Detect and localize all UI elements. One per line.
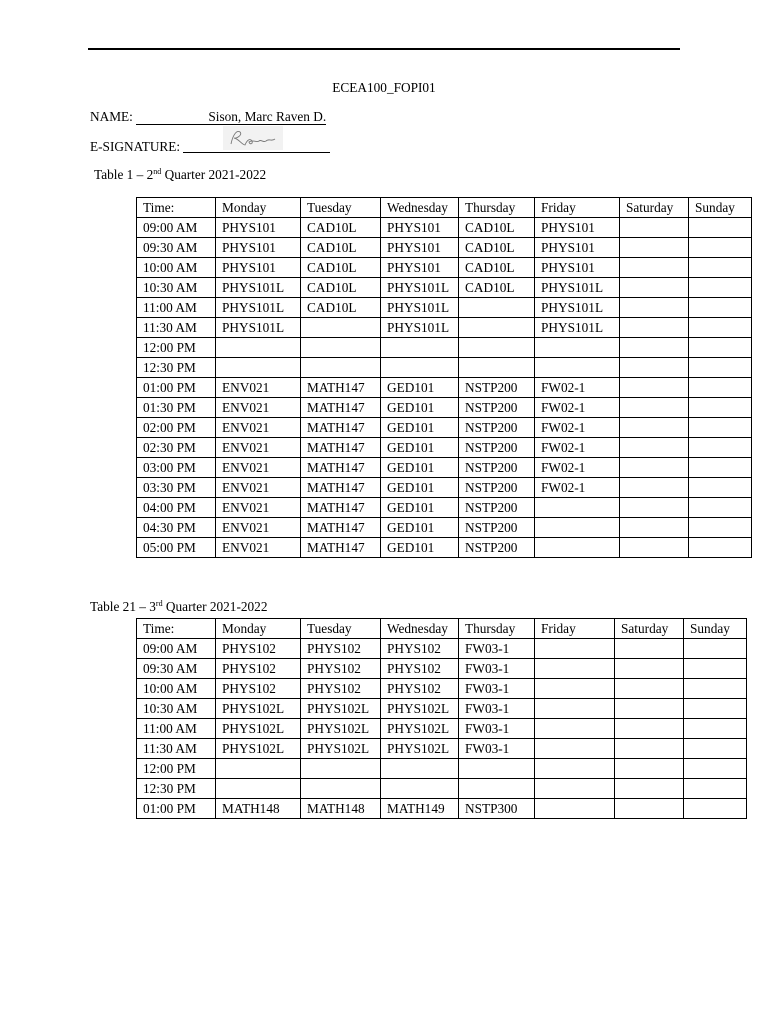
table-cell: PHYS102 <box>216 659 301 679</box>
table-cell: PHYS101 <box>381 258 459 278</box>
table-cell: PHYS102L <box>381 719 459 739</box>
table-cell <box>620 218 689 238</box>
table-cell: CAD10L <box>301 218 381 238</box>
table-row <box>137 639 747 659</box>
table-cell: NSTP200 <box>459 438 535 458</box>
table-cell <box>689 358 752 378</box>
table-cell: FW03-1 <box>459 679 535 699</box>
table-cell <box>689 498 752 518</box>
table-cell <box>216 338 301 358</box>
table-cell <box>301 779 381 799</box>
table-cell: PHYS102 <box>216 639 301 659</box>
table-cell <box>620 518 689 538</box>
table-cell <box>620 238 689 258</box>
table-cell: FW03-1 <box>459 639 535 659</box>
table-cell: PHYS101 <box>535 218 620 238</box>
column-header: Friday <box>535 198 620 218</box>
table-cell: GED101 <box>381 478 459 498</box>
table-row <box>137 779 747 799</box>
table-cell: PHYS102L <box>216 699 301 719</box>
table-cell <box>535 779 615 799</box>
table-row <box>137 338 752 358</box>
table-cell: NSTP200 <box>459 538 535 558</box>
table-cell <box>381 338 459 358</box>
table-cell <box>381 358 459 378</box>
table-cell: FW03-1 <box>459 719 535 739</box>
table-row <box>137 298 752 318</box>
table-cell <box>620 538 689 558</box>
table-cell <box>689 338 752 358</box>
time-cell: 09:30 AM <box>137 659 216 679</box>
time-cell: 01:30 PM <box>137 398 216 418</box>
table-cell <box>535 538 620 558</box>
table-cell: GED101 <box>381 538 459 558</box>
table-cell: PHYS101L <box>535 318 620 338</box>
table-cell <box>535 719 615 739</box>
table-cell: FW03-1 <box>459 659 535 679</box>
table-cell <box>684 719 747 739</box>
table-row <box>137 378 752 398</box>
column-header: Sunday <box>689 198 752 218</box>
column-header: Friday <box>535 619 615 639</box>
time-cell: 05:00 PM <box>137 538 216 558</box>
table-cell <box>689 538 752 558</box>
time-cell: 04:00 PM <box>137 498 216 518</box>
table-cell: NSTP200 <box>459 518 535 538</box>
table-cell <box>684 659 747 679</box>
table-row <box>137 398 752 418</box>
column-header: Wednesday <box>381 198 459 218</box>
table-cell: MATH148 <box>216 799 301 819</box>
table-cell: PHYS101L <box>381 318 459 338</box>
table-cell <box>689 458 752 478</box>
name-value: Sison, Marc Raven D. <box>136 109 326 125</box>
table-cell <box>381 779 459 799</box>
table-row <box>137 238 752 258</box>
table-cell: MATH147 <box>301 478 381 498</box>
header-row <box>137 619 747 639</box>
time-cell: 10:00 AM <box>137 258 216 278</box>
name-label: NAME: <box>90 109 133 124</box>
table-cell <box>620 298 689 318</box>
column-header: Tuesday <box>301 619 381 639</box>
table-cell <box>535 659 615 679</box>
time-cell: 09:30 AM <box>137 238 216 258</box>
table-cell: CAD10L <box>301 238 381 258</box>
table-cell: PHYS102 <box>381 639 459 659</box>
table-cell <box>689 218 752 238</box>
column-header: Sunday <box>684 619 747 639</box>
table-cell: NSTP200 <box>459 378 535 398</box>
table-cell: FW02-1 <box>535 458 620 478</box>
time-cell: 09:00 AM <box>137 218 216 238</box>
table-cell <box>535 799 615 819</box>
table-cell: CAD10L <box>459 218 535 238</box>
table-cell: PHYS102L <box>216 719 301 739</box>
signature-label: E-SIGNATURE: <box>90 139 181 154</box>
table-cell <box>216 759 301 779</box>
table-row <box>137 318 752 338</box>
table-cell: CAD10L <box>301 298 381 318</box>
column-header: Monday <box>216 619 301 639</box>
table-cell <box>381 759 459 779</box>
table-cell <box>684 679 747 699</box>
table-cell <box>620 378 689 398</box>
table-cell <box>684 639 747 659</box>
table-cell: PHYS102L <box>301 699 381 719</box>
table-cell <box>620 478 689 498</box>
table-cell <box>689 518 752 538</box>
time-cell: 12:00 PM <box>137 338 216 358</box>
time-cell: 01:00 PM <box>137 378 216 398</box>
table-cell <box>689 318 752 338</box>
table-cell: PHYS101 <box>381 238 459 258</box>
table-cell <box>620 398 689 418</box>
table-cell <box>535 518 620 538</box>
signature-field <box>183 138 330 153</box>
table-row <box>137 498 752 518</box>
table-row <box>137 478 752 498</box>
table-cell <box>216 358 301 378</box>
table-cell: GED101 <box>381 518 459 538</box>
table-cell <box>301 338 381 358</box>
table-cell <box>535 358 620 378</box>
time-cell: 09:00 AM <box>137 639 216 659</box>
table-row <box>137 659 747 679</box>
table-cell: ENV021 <box>216 498 301 518</box>
table-cell <box>620 358 689 378</box>
table-cell <box>689 298 752 318</box>
column-header: Time: <box>137 619 216 639</box>
table-cell <box>620 458 689 478</box>
column-header: Thursday <box>459 619 535 639</box>
column-header: Tuesday <box>301 198 381 218</box>
name-line <box>90 109 326 125</box>
table-cell <box>620 338 689 358</box>
table-cell <box>459 358 535 378</box>
table-cell: NSTP200 <box>459 418 535 438</box>
table-cell <box>535 759 615 779</box>
table-cell: MATH147 <box>301 538 381 558</box>
table-row <box>137 699 747 719</box>
table-row <box>137 759 747 779</box>
table-cell: NSTP300 <box>459 799 535 819</box>
time-cell: 10:30 AM <box>137 278 216 298</box>
table-row <box>137 278 752 298</box>
time-cell: 03:00 PM <box>137 458 216 478</box>
table-cell <box>535 639 615 659</box>
table-cell <box>615 639 684 659</box>
column-header: Monday <box>216 198 301 218</box>
signature-line <box>90 138 330 155</box>
table-cell <box>615 679 684 699</box>
table-cell: ENV021 <box>216 518 301 538</box>
table-cell <box>216 779 301 799</box>
table-cell <box>535 679 615 699</box>
schedule-table-3rd-quarter <box>136 618 747 819</box>
time-cell: 03:30 PM <box>137 478 216 498</box>
time-cell: 12:30 PM <box>137 779 216 799</box>
table-cell: PHYS101 <box>535 258 620 278</box>
table-cell <box>689 418 752 438</box>
time-cell: 11:30 AM <box>137 318 216 338</box>
table-cell: PHYS102L <box>381 739 459 759</box>
table-row <box>137 358 752 378</box>
table-cell: MATH148 <box>301 799 381 819</box>
table-cell: CAD10L <box>301 258 381 278</box>
signature-image <box>223 126 283 150</box>
table-cell: NSTP200 <box>459 478 535 498</box>
table-cell: NSTP200 <box>459 398 535 418</box>
table-cell <box>459 759 535 779</box>
table-cell <box>301 759 381 779</box>
schedule-table-2nd-quarter <box>136 197 752 558</box>
table-cell: PHYS101 <box>216 238 301 258</box>
table-cell: CAD10L <box>301 278 381 298</box>
table-cell: MATH147 <box>301 498 381 518</box>
table-cell <box>620 258 689 278</box>
table-cell: CAD10L <box>459 258 535 278</box>
column-header: Saturday <box>620 198 689 218</box>
table-cell: MATH147 <box>301 398 381 418</box>
time-cell: 10:00 AM <box>137 679 216 699</box>
table-cell <box>620 438 689 458</box>
table2-caption: Table 21 – 3rd Quarter 2021-2022 <box>90 599 268 614</box>
table-cell <box>615 779 684 799</box>
table-row <box>137 438 752 458</box>
table-row <box>137 218 752 238</box>
table-cell: GED101 <box>381 458 459 478</box>
table-cell: PHYS102L <box>381 699 459 719</box>
table-cell <box>301 318 381 338</box>
table-row <box>137 538 752 558</box>
table-cell: MATH147 <box>301 518 381 538</box>
table-row <box>137 719 747 739</box>
time-cell: 04:30 PM <box>137 518 216 538</box>
table-cell: PHYS101L <box>216 298 301 318</box>
table-cell: PHYS101 <box>216 258 301 278</box>
table-cell <box>684 759 747 779</box>
table-cell: MATH147 <box>301 378 381 398</box>
table-cell: PHYS102 <box>381 679 459 699</box>
column-header: Saturday <box>615 619 684 639</box>
column-header: Time: <box>137 198 216 218</box>
table-cell: NSTP200 <box>459 458 535 478</box>
table-cell: GED101 <box>381 498 459 518</box>
time-cell: 11:00 AM <box>137 719 216 739</box>
table-cell <box>689 438 752 458</box>
table-cell: PHYS101 <box>216 218 301 238</box>
table-cell: PHYS101L <box>216 278 301 298</box>
time-cell: 01:00 PM <box>137 799 216 819</box>
header-row <box>137 198 752 218</box>
table-cell <box>684 739 747 759</box>
table-cell <box>459 338 535 358</box>
table-row <box>137 418 752 438</box>
table-cell <box>615 699 684 719</box>
table-row <box>137 258 752 278</box>
table-cell <box>615 659 684 679</box>
table-cell: NSTP200 <box>459 498 535 518</box>
time-cell: 02:30 PM <box>137 438 216 458</box>
table-cell: PHYS101L <box>535 278 620 298</box>
table-cell: ENV021 <box>216 478 301 498</box>
table-cell <box>620 318 689 338</box>
time-cell: 11:00 AM <box>137 298 216 318</box>
table-cell <box>615 739 684 759</box>
table-cell: GED101 <box>381 418 459 438</box>
document-code: ECEA100_FOPI01 <box>332 80 436 95</box>
table-cell: FW03-1 <box>459 739 535 759</box>
table-cell: GED101 <box>381 378 459 398</box>
table-cell: ENV021 <box>216 538 301 558</box>
table-cell: MATH147 <box>301 418 381 438</box>
table-cell <box>620 418 689 438</box>
time-cell: 11:30 AM <box>137 739 216 759</box>
table-cell: ENV021 <box>216 438 301 458</box>
table-cell: MATH149 <box>381 799 459 819</box>
table-cell: PHYS102L <box>301 739 381 759</box>
table-cell <box>615 719 684 739</box>
time-cell: 12:30 PM <box>137 358 216 378</box>
table-row <box>137 518 752 538</box>
table-cell <box>535 739 615 759</box>
table-cell <box>459 298 535 318</box>
table-cell: PHYS101L <box>381 298 459 318</box>
table-cell: ENV021 <box>216 418 301 438</box>
table-cell: PHYS102 <box>381 659 459 679</box>
table-cell <box>684 699 747 719</box>
table-cell <box>535 498 620 518</box>
table-cell <box>615 759 684 779</box>
table-cell: GED101 <box>381 438 459 458</box>
table-cell: ENV021 <box>216 398 301 418</box>
time-cell: 10:30 AM <box>137 699 216 719</box>
table-cell: ENV021 <box>216 458 301 478</box>
table-cell <box>684 779 747 799</box>
table-cell: FW02-1 <box>535 418 620 438</box>
table-cell: PHYS101L <box>381 278 459 298</box>
table-cell: GED101 <box>381 398 459 418</box>
table-cell <box>689 238 752 258</box>
table-cell: FW03-1 <box>459 699 535 719</box>
table-cell <box>689 378 752 398</box>
table-cell: PHYS101L <box>216 318 301 338</box>
column-header: Wednesday <box>381 619 459 639</box>
table-cell <box>535 699 615 719</box>
table-cell: PHYS102 <box>301 639 381 659</box>
table-row <box>137 799 747 819</box>
table-cell: MATH147 <box>301 438 381 458</box>
table-cell: PHYS102 <box>301 659 381 679</box>
column-header: Thursday <box>459 198 535 218</box>
table-row <box>137 458 752 478</box>
table-cell <box>301 358 381 378</box>
table-cell: FW02-1 <box>535 478 620 498</box>
table-cell <box>689 478 752 498</box>
table-cell: PHYS101 <box>535 238 620 258</box>
table-cell: PHYS102 <box>301 679 381 699</box>
table-cell <box>689 398 752 418</box>
table-cell <box>615 799 684 819</box>
table-cell: FW02-1 <box>535 438 620 458</box>
table-cell <box>689 278 752 298</box>
table-cell: PHYS102L <box>216 739 301 759</box>
table-cell: FW02-1 <box>535 378 620 398</box>
table-cell <box>620 278 689 298</box>
table1-caption: Table 1 – 2nd Quarter 2021-2022 <box>94 167 267 182</box>
table-cell: MATH147 <box>301 458 381 478</box>
table-cell <box>620 498 689 518</box>
table-cell: PHYS102 <box>216 679 301 699</box>
table-cell <box>535 338 620 358</box>
table-cell <box>459 318 535 338</box>
table-cell: ENV021 <box>216 378 301 398</box>
table-cell: PHYS102L <box>301 719 381 739</box>
table-cell <box>684 799 747 819</box>
table-row <box>137 679 747 699</box>
time-cell: 02:00 PM <box>137 418 216 438</box>
table-row <box>137 739 747 759</box>
table-cell <box>459 779 535 799</box>
table-cell: PHYS101 <box>381 218 459 238</box>
table-cell <box>689 258 752 278</box>
table-cell: CAD10L <box>459 278 535 298</box>
table-cell: FW02-1 <box>535 398 620 418</box>
time-cell: 12:00 PM <box>137 759 216 779</box>
table-cell: PHYS101L <box>535 298 620 318</box>
top-rule <box>88 48 680 50</box>
table-cell: CAD10L <box>459 238 535 258</box>
